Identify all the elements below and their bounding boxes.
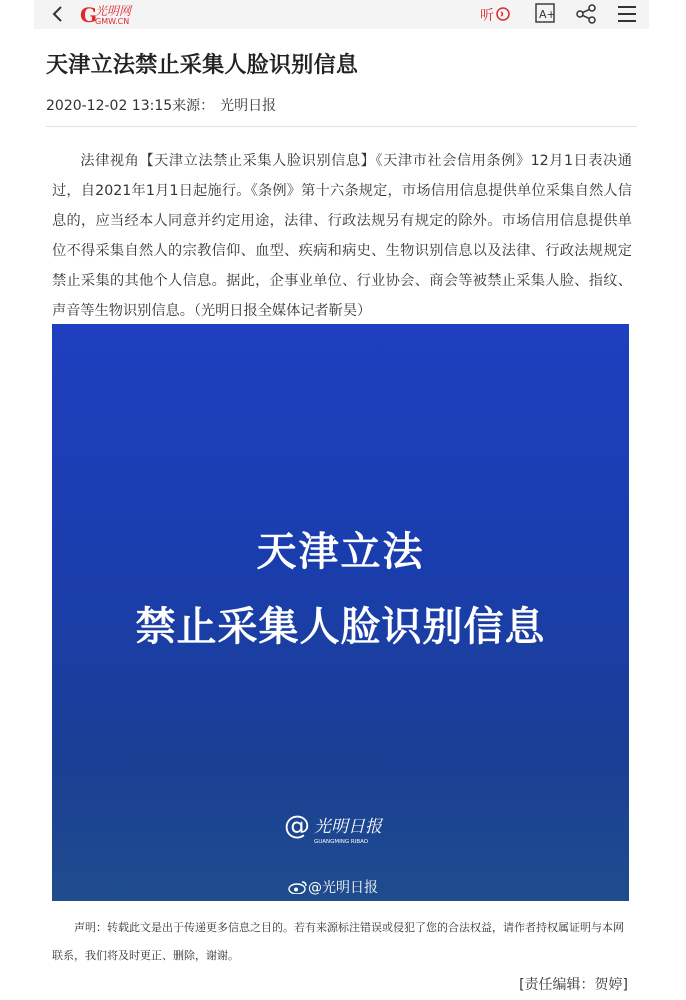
article-body: 法律视角【天津立法禁止采集人脸识别信息】《天津市社会信用条例》12月1日表决通过，自2021年1月1日起施行。《条例》第十六条规定，市场信用信息提供单位采集自然人信息的，应当经本人同意并约定用途，法律、行政法规另有规定的除外。市场信用信息提供单位不得采集自然人的宗教信仰、血型、疾病和病史、生物识别信息以及法律、行政法规规定禁止采集的其他个人信息。据此，企事业单位、行业协会、商会等被禁止采集人脸、指纹、声音等生物识别信息。（光明日报全媒体记者靳昊） [52,153,632,319]
copyright-disclaimer: 声明：转载此文是出于传递更多信息之目的。若有来源标注错误或侵犯了您的合法权益，请作者持权属证明与本网联系，我们将及时更正、删除，谢谢。 [52,921,624,962]
svg-text:@: @ [284,811,310,841]
logo-text: 光明网 [95,4,132,18]
svg-text:G: G [80,3,98,26]
poster-logo-text: 光明日报 [314,817,382,837]
share-icon[interactable] [575,3,597,25]
gmw-logo[interactable] [78,2,178,26]
title-divider [46,126,637,127]
poster-headline-line2: 禁止采集人脸识别信息 [135,604,546,650]
menu-icon[interactable] [616,3,638,25]
top-navigation-bar [34,0,649,29]
logo-subtext: GMW.CN [95,17,130,26]
weibo-handle: @光明日报 [308,880,378,896]
font-size-label: A+ [539,8,556,21]
weibo-icon [288,880,308,894]
article-datetime: 2020-12-02 13:15 [46,98,173,114]
back-arrow-icon[interactable] [48,4,68,24]
source-label: 来源： [172,98,215,114]
poster-logo-subtext: GUANGMING RIBAO [314,839,369,845]
listen-label: 听 [480,8,494,24]
listen-button[interactable] [480,3,512,25]
guangming-daily-logo [284,810,404,850]
article-image [52,324,629,901]
article-title: 天津立法禁止采集人脸识别信息 [46,53,359,78]
poster-headline-line1: 天津立法 [256,529,425,575]
font-size-icon[interactable] [534,2,556,24]
weibo-watermark [288,877,378,897]
article-source[interactable]: 光明日报 [220,98,277,114]
article-meta [46,95,276,115]
responsible-editor: [责任编辑：贺婷] [519,977,628,993]
